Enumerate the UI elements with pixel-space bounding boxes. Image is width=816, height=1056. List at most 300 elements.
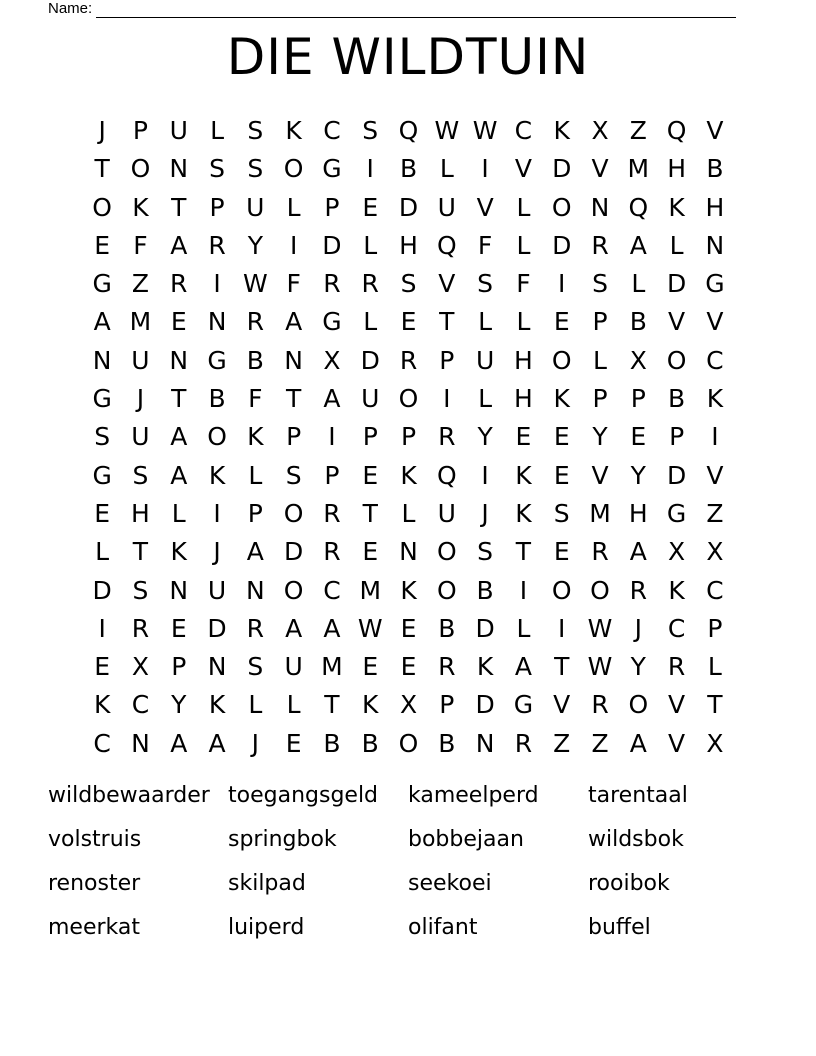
grid-cell[interactable]: T — [324, 690, 340, 720]
grid-cell[interactable]: R — [361, 269, 379, 299]
grid-cell[interactable]: Y — [592, 422, 608, 452]
grid-cell[interactable]: A — [285, 307, 303, 337]
grid-cell[interactable]: K — [553, 116, 570, 145]
grid-cell[interactable]: H — [514, 345, 533, 375]
grid-cell[interactable]: T — [439, 307, 455, 337]
grid-cell[interactable]: J — [481, 498, 489, 528]
grid-cell[interactable]: O — [283, 575, 304, 605]
word-list-item: skilpad — [228, 871, 306, 896]
grid-cell[interactable]: N — [207, 307, 227, 337]
grid-cell[interactable]: O — [283, 498, 304, 528]
word-list-item: luiperd — [228, 915, 305, 940]
grid-cell[interactable]: K — [668, 575, 685, 605]
grid-cell[interactable]: R — [667, 652, 686, 682]
grid-cell[interactable]: U — [207, 575, 227, 605]
grid-cell[interactable]: S — [94, 422, 111, 452]
grid-cell[interactable]: O — [398, 384, 419, 414]
grid-cell[interactable]: E — [630, 422, 647, 452]
grid-cell[interactable]: B — [668, 384, 686, 414]
grid-cell[interactable]: D — [398, 192, 419, 222]
grid-cell[interactable]: N — [590, 192, 610, 222]
grid-row — [83, 150, 734, 188]
grid-cell[interactable]: Y — [477, 422, 493, 452]
grid-row — [83, 342, 734, 380]
grid-cell[interactable]: L — [171, 498, 186, 528]
grid-cell[interactable]: S — [553, 498, 570, 528]
grid-cell[interactable]: H — [705, 192, 725, 222]
grid-cell[interactable]: E — [400, 307, 417, 337]
grid-cell[interactable]: O — [666, 345, 687, 375]
grid-cell[interactable]: H — [514, 384, 533, 414]
grid-cell[interactable]: K — [400, 460, 417, 490]
grid-cell[interactable]: L — [516, 192, 531, 222]
grid-cell[interactable]: K — [285, 116, 302, 145]
grid-cell[interactable]: A — [170, 422, 188, 452]
grid-cell[interactable]: I — [558, 269, 566, 299]
grid-cell[interactable]: R — [629, 575, 647, 605]
grid-cell[interactable]: K — [553, 384, 570, 414]
grid-cell[interactable]: Q — [666, 116, 687, 145]
grid-cell[interactable]: E — [515, 422, 532, 452]
grid-cell[interactable]: E — [362, 652, 379, 682]
grid-cell[interactable]: L — [669, 230, 684, 260]
grid-cell[interactable]: A — [246, 537, 264, 567]
grid-cell[interactable]: R — [246, 307, 265, 337]
grid-cell[interactable]: Z — [553, 728, 571, 758]
grid-cell[interactable]: O — [436, 575, 457, 605]
grid-cell[interactable]: E — [553, 537, 570, 567]
grid-cell[interactable]: K — [362, 690, 379, 720]
grid-cell[interactable]: D — [475, 613, 495, 643]
grid-cell[interactable]: E — [362, 192, 379, 222]
name-field[interactable] — [48, 0, 736, 18]
grid-cell[interactable]: F — [516, 269, 531, 299]
grid-cell[interactable]: Z — [706, 498, 724, 528]
grid-cell[interactable]: W — [242, 269, 268, 299]
grid-cell[interactable]: B — [208, 384, 226, 414]
grid-cell[interactable]: D — [552, 230, 572, 260]
grid-cell[interactable]: B — [438, 613, 456, 643]
grid-cell[interactable]: G — [705, 269, 725, 299]
grid-cell[interactable]: I — [519, 575, 528, 605]
grid-cell[interactable]: A — [629, 537, 647, 567]
grid-cell[interactable]: U — [169, 116, 188, 145]
grid-cell[interactable]: O — [398, 728, 419, 758]
grid-cell[interactable]: L — [248, 690, 263, 720]
grid-cell[interactable]: L — [516, 307, 531, 337]
grid-cell[interactable]: E — [553, 460, 570, 490]
grid-cell[interactable]: K — [668, 192, 685, 222]
grid-cell[interactable]: K — [515, 498, 532, 528]
grid-row — [83, 227, 734, 265]
grid-cell[interactable]: R — [514, 728, 533, 758]
grid-cell[interactable]: S — [362, 116, 379, 145]
grid-cell[interactable]: D — [360, 345, 380, 375]
grid-cell[interactable]: N — [705, 230, 725, 260]
grid-cell[interactable]: G — [92, 384, 112, 414]
grid-cell[interactable]: C — [667, 613, 686, 643]
grid-cell[interactable]: B — [438, 728, 456, 758]
grid-cell[interactable]: C — [323, 575, 341, 605]
grid-cell[interactable]: O — [92, 192, 112, 222]
grid-cell[interactable]: X — [323, 345, 341, 375]
grid-cell[interactable]: G — [513, 690, 534, 720]
grid-cell[interactable]: X — [706, 728, 724, 758]
grid-cell[interactable]: P — [707, 613, 723, 643]
grid-cell[interactable]: L — [478, 384, 493, 414]
grid-cell[interactable]: J — [98, 116, 106, 145]
grid-cell[interactable]: S — [247, 116, 264, 145]
grid-cell[interactable]: P — [400, 422, 417, 452]
grid-cell[interactable]: E — [553, 307, 570, 337]
grid-cell[interactable]: K — [515, 460, 532, 490]
grid-cell[interactable]: E — [362, 460, 379, 490]
grid-cell[interactable]: K — [132, 192, 149, 222]
grid-cell[interactable]: P — [132, 116, 148, 145]
grid-cell[interactable]: E — [94, 498, 111, 528]
grid-cell[interactable]: R — [438, 422, 456, 452]
grid-cell[interactable]: U — [475, 345, 495, 375]
grid-cell[interactable]: N — [245, 575, 265, 605]
grid-cell[interactable]: P — [592, 307, 608, 337]
grid-cell[interactable]: E — [400, 652, 417, 682]
grid-cell[interactable]: Z — [591, 728, 609, 758]
grid-cell[interactable]: K — [208, 460, 226, 490]
grid-cell[interactable]: L — [707, 652, 722, 682]
grid-cell[interactable]: P — [247, 498, 263, 528]
grid-cell[interactable]: U — [131, 345, 150, 375]
grid-cell[interactable]: I — [481, 154, 489, 184]
grid-cell[interactable]: P — [324, 460, 340, 490]
grid-row — [83, 725, 734, 763]
grid-cell[interactable]: R — [323, 537, 341, 567]
grid-cell[interactable]: I — [481, 460, 489, 490]
grid-cell[interactable]: A — [93, 307, 111, 337]
grid-cell[interactable]: M — [627, 154, 650, 184]
grid-cell[interactable]: I — [443, 384, 451, 414]
grid-cell[interactable]: A — [170, 230, 188, 260]
grid-cell[interactable]: E — [170, 613, 187, 643]
grid-cell[interactable]: U — [246, 192, 265, 222]
grid-cell[interactable]: X — [131, 652, 150, 682]
grid-cell[interactable]: A — [208, 728, 226, 758]
grid-cell[interactable]: I — [98, 613, 106, 643]
grid-cell[interactable]: C — [706, 345, 724, 375]
grid-cell[interactable]: R — [323, 498, 341, 528]
grid-cell[interactable]: G — [666, 498, 687, 528]
grid-cell[interactable]: K — [247, 422, 264, 452]
grid-cell[interactable]: V — [668, 690, 686, 720]
grid-cell[interactable]: I — [328, 422, 336, 452]
grid-cell[interactable]: N — [169, 575, 189, 605]
grid-cell[interactable]: C — [706, 575, 724, 605]
grid-cell[interactable]: N — [131, 728, 150, 758]
grid-cell[interactable]: X — [399, 690, 418, 720]
grid-cell[interactable]: D — [207, 613, 227, 643]
grid-cell[interactable]: S — [132, 460, 149, 490]
grid-cell[interactable]: G — [322, 307, 342, 337]
grid-cell[interactable]: P — [171, 652, 187, 682]
grid-cell[interactable]: Y — [247, 230, 263, 260]
grid-cell[interactable]: E — [170, 307, 187, 337]
grid-cell[interactable]: S — [400, 269, 417, 299]
grid-cell[interactable]: Y — [171, 690, 187, 720]
grid-cell[interactable]: R — [131, 613, 150, 643]
grid-cell[interactable]: P — [439, 690, 455, 720]
grid-cell[interactable]: K — [706, 384, 724, 414]
grid-cell[interactable]: Z — [629, 116, 647, 145]
grid-cell[interactable]: V — [668, 728, 686, 758]
grid-cell[interactable]: A — [170, 728, 188, 758]
grid-cell[interactable]: S — [592, 269, 608, 299]
grid-cell[interactable]: A — [285, 613, 303, 643]
grid-cell[interactable]: V — [438, 269, 456, 299]
grid-cell[interactable]: P — [439, 345, 455, 375]
grid-cell[interactable]: O — [130, 154, 151, 184]
grid-cell[interactable]: E — [94, 652, 111, 682]
grid-cell[interactable]: V — [553, 690, 571, 720]
grid-cell[interactable]: L — [248, 460, 263, 490]
grid-cell[interactable]: R — [438, 652, 456, 682]
grid-cell[interactable]: E — [94, 230, 111, 260]
grid-cell[interactable]: H — [667, 154, 686, 184]
grid-cell[interactable]: G — [92, 269, 112, 299]
grid-cell[interactable]: Z — [131, 269, 150, 299]
grid-cell[interactable]: B — [476, 575, 494, 605]
grid-cell[interactable]: V — [706, 460, 724, 490]
grid-cell[interactable]: S — [477, 269, 494, 299]
grid-cell[interactable]: K — [170, 537, 187, 567]
grid-cell[interactable]: F — [248, 384, 263, 414]
name-underline[interactable] — [96, 3, 736, 18]
grid-cell[interactable]: L — [286, 690, 301, 720]
grid-cell[interactable]: H — [131, 498, 150, 528]
grid-cell[interactable]: P — [286, 422, 302, 452]
grid-cell[interactable]: L — [401, 498, 416, 528]
grid-cell[interactable]: O — [551, 575, 572, 605]
grid-cell[interactable]: P — [324, 192, 340, 222]
grid-cell[interactable]: P — [669, 422, 685, 452]
grid-cell[interactable]: P — [592, 384, 608, 414]
grid-cell[interactable]: I — [289, 230, 298, 260]
grid-cell[interactable]: D — [92, 575, 112, 605]
grid-cell[interactable]: O — [628, 690, 649, 720]
grid-cell[interactable]: E — [400, 613, 417, 643]
grid-cell[interactable]: E — [362, 537, 379, 567]
grid-cell[interactable]: N — [169, 154, 189, 184]
grid-cell[interactable]: C — [93, 728, 111, 758]
grid-cell[interactable]: V — [591, 154, 609, 184]
grid-cell[interactable]: K — [400, 575, 417, 605]
grid-cell[interactable]: G — [207, 345, 227, 375]
grid-cell[interactable]: B — [399, 154, 418, 184]
grid-cell[interactable]: A — [514, 652, 532, 682]
grid-cell[interactable]: N — [399, 537, 418, 567]
grid-cell[interactable]: K — [476, 652, 494, 682]
grid-cell[interactable]: Q — [398, 116, 419, 145]
grid-cell[interactable]: L — [516, 230, 531, 260]
grid-cell[interactable]: R — [323, 269, 341, 299]
grid-cell[interactable]: V — [514, 154, 532, 184]
grid-cell[interactable]: I — [213, 269, 221, 299]
grid-cell[interactable]: D — [666, 460, 687, 490]
grid-cell[interactable]: X — [706, 537, 724, 567]
grid-cell[interactable]: D — [322, 230, 342, 260]
grid-cell[interactable]: R — [591, 690, 609, 720]
grid-cell[interactable]: T — [285, 384, 302, 414]
grid-cell[interactable]: O — [551, 345, 572, 375]
grid-cell[interactable]: J — [136, 384, 145, 414]
grid-cell[interactable]: W — [587, 652, 613, 682]
grid-cell[interactable]: U — [284, 652, 303, 682]
grid-cell[interactable]: P — [630, 384, 646, 414]
grid-cell[interactable]: S — [247, 652, 264, 682]
grid-cell[interactable]: L — [631, 269, 646, 299]
grid-cell[interactable]: L — [210, 116, 224, 145]
grid-cell[interactable]: J — [213, 537, 221, 567]
grid-cell[interactable]: U — [437, 192, 456, 222]
grid-cell[interactable]: L — [478, 307, 493, 337]
grid-cell[interactable]: M — [321, 652, 343, 682]
grid-cell[interactable]: S — [285, 460, 302, 490]
grid-cell[interactable]: N — [92, 345, 112, 375]
grid-cell[interactable]: F — [477, 230, 493, 260]
grid-cell[interactable]: H — [399, 230, 418, 260]
grid-cell[interactable]: D — [552, 154, 572, 184]
grid-cell[interactable]: G — [92, 460, 112, 490]
grid-cell[interactable]: R — [591, 230, 609, 260]
grid-cell[interactable]: Q — [436, 460, 457, 490]
grid-cell[interactable]: O — [590, 575, 610, 605]
grid-cell[interactable]: H — [628, 498, 648, 528]
grid-cell[interactable]: M — [359, 575, 382, 605]
grid-cell[interactable]: G — [322, 154, 342, 184]
grid-cell[interactable]: R — [399, 345, 418, 375]
grid-cell[interactable]: I — [558, 613, 566, 643]
grid-cell[interactable]: N — [169, 345, 189, 375]
grid-cell[interactable]: M — [589, 498, 611, 528]
grid-cell[interactable]: B — [246, 345, 264, 375]
grid-cell[interactable]: F — [286, 269, 301, 299]
grid-cell[interactable]: W — [357, 613, 383, 643]
grid-cell[interactable]: R — [208, 230, 226, 260]
grid-cell[interactable]: A — [323, 384, 341, 414]
grid-cell[interactable]: M — [129, 307, 152, 337]
grid-cell[interactable]: T — [94, 154, 110, 184]
grid-cell[interactable]: N — [207, 652, 227, 682]
grid-cell[interactable]: R — [170, 269, 188, 299]
grid-cell[interactable]: P — [362, 422, 378, 452]
grid-cell[interactable]: L — [95, 537, 110, 567]
grid-cell[interactable]: K — [93, 690, 111, 720]
grid-cell[interactable]: E — [285, 728, 302, 758]
grid-cell[interactable]: O — [283, 154, 304, 184]
grid-cell[interactable]: P — [209, 192, 225, 222]
grid-cell[interactable]: B — [323, 728, 341, 758]
grid-cell[interactable]: O — [551, 192, 572, 222]
grid-row — [83, 457, 734, 495]
grid-cell[interactable]: L — [363, 230, 378, 260]
grid-cell[interactable]: C — [514, 116, 533, 145]
grid-cell[interactable]: D — [666, 269, 687, 299]
grid-cell[interactable]: T — [554, 652, 570, 682]
grid-cell[interactable]: R — [246, 613, 265, 643]
grid-cell[interactable]: B — [629, 307, 647, 337]
grid-cell[interactable]: U — [437, 498, 456, 528]
grid-cell[interactable]: V — [591, 460, 609, 490]
grid-cell[interactable]: X — [629, 345, 647, 375]
grid-cell[interactable]: C — [131, 690, 150, 720]
grid-cell[interactable]: Q — [628, 192, 649, 222]
grid-cell[interactable]: F — [133, 230, 148, 260]
grid-cell[interactable]: I — [213, 498, 221, 528]
grid-cell[interactable]: O — [207, 422, 227, 452]
grid-cell[interactable]: A — [629, 728, 647, 758]
grid-cell[interactable]: S — [477, 537, 494, 567]
grid-cell[interactable]: K — [208, 690, 226, 720]
grid-cell[interactable]: U — [361, 384, 380, 414]
grid-cell[interactable]: V — [706, 307, 724, 337]
grid-cell[interactable]: L — [593, 345, 607, 375]
grid-cell[interactable]: S — [209, 154, 225, 184]
grid-cell[interactable]: W — [434, 116, 460, 145]
grid-cell[interactable]: V — [706, 116, 724, 145]
grid-cell[interactable]: I — [711, 422, 719, 452]
grid-cell[interactable]: C — [323, 116, 341, 145]
grid-cell[interactable]: R — [591, 537, 609, 567]
grid-cell[interactable]: T — [515, 537, 532, 567]
grid-cell[interactable]: T — [362, 498, 378, 528]
grid-cell[interactable]: W — [472, 116, 498, 145]
grid-cell[interactable]: N — [284, 345, 303, 375]
grid-cell[interactable]: X — [591, 116, 609, 145]
grid-cell[interactable]: T — [171, 384, 187, 414]
grid-cell[interactable]: B — [706, 154, 724, 184]
grid-cell[interactable]: N — [475, 728, 495, 758]
grid-cell[interactable]: Y — [630, 460, 646, 490]
grid-cell[interactable]: Q — [436, 230, 457, 260]
grid-cell[interactable]: V — [668, 307, 686, 337]
grid-cell[interactable]: S — [247, 154, 264, 184]
grid-cell[interactable]: E — [553, 422, 570, 452]
grid-cell[interactable]: X — [668, 537, 686, 567]
grid-cell[interactable]: I — [366, 154, 374, 184]
grid-cell[interactable]: A — [170, 460, 188, 490]
grid-cell[interactable]: L — [516, 613, 531, 643]
grid-row — [83, 112, 734, 150]
grid-cell[interactable]: D — [475, 690, 495, 720]
grid-cell[interactable]: V — [476, 192, 494, 222]
grid-cell[interactable]: B — [361, 728, 379, 758]
grid-cell[interactable]: A — [629, 230, 647, 260]
grid-cell[interactable]: L — [286, 192, 301, 222]
grid-cell[interactable]: L — [439, 154, 454, 184]
grid-row — [83, 265, 734, 303]
grid-cell[interactable]: S — [132, 575, 149, 605]
grid-cell[interactable]: T — [171, 192, 187, 222]
grid-cell[interactable]: O — [436, 537, 457, 567]
grid-cell[interactable]: A — [323, 613, 341, 643]
grid-cell[interactable]: L — [363, 307, 378, 337]
grid-cell[interactable]: J — [634, 613, 642, 643]
grid-cell[interactable]: T — [707, 690, 723, 720]
grid-cell[interactable]: U — [131, 422, 150, 452]
grid-cell[interactable]: Y — [630, 652, 646, 682]
grid-cell[interactable]: T — [132, 537, 149, 567]
grid-cell[interactable]: W — [587, 613, 613, 643]
grid-cell[interactable]: D — [284, 537, 304, 567]
grid-cell[interactable]: J — [251, 728, 260, 758]
